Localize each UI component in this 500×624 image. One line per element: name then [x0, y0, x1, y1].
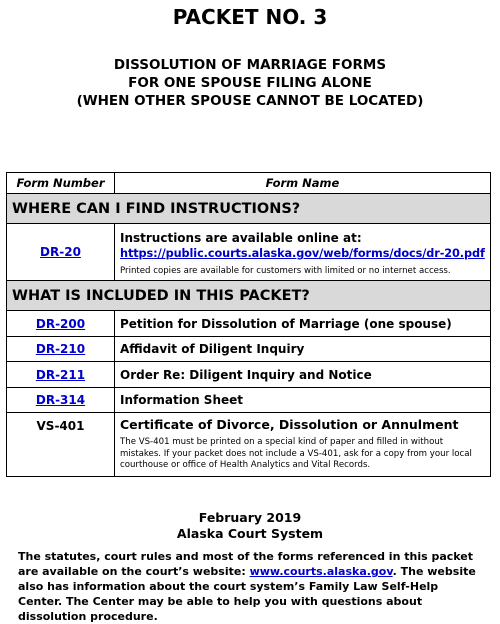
- form-link-dr-211[interactable]: DR-211: [35, 367, 86, 382]
- table-row: [7, 362, 491, 388]
- form-link-dr-314[interactable]: DR-314: [35, 393, 86, 407]
- subtitle-line-2: FOR ONE SPOUSE FILING ALONE: [128, 75, 372, 91]
- included-section-title: WHAT IS INCLUDED IN THIS PACKET?: [7, 281, 491, 311]
- packet-title: PACKET NO. 3: [172, 5, 328, 29]
- footer-text-after: . The website also has information about the court system’s Family Law Self-Help Center. The Center may be able to help you with questions about dissolution procedure.: [18, 565, 476, 623]
- instructions-row: [7, 224, 491, 281]
- vs401-note: The VS-401 must be printed on a special kind of paper and filled in without mistakes. If your packet does not include a VS-401, ask for a copy from your local courthouse or office of Health Analytics and Vital Records.: [120, 437, 472, 470]
- form-link-dr-200[interactable]: DR-200: [35, 316, 86, 331]
- form-code-cell: [7, 224, 115, 281]
- form-name-cell: [115, 413, 491, 477]
- form-code-cell: [7, 388, 115, 413]
- instructions-url-link[interactable]: https://public.courts.alaska.gov/web/forms/docs/dr-20.pdf: [120, 247, 485, 260]
- form-name-header: Form Name: [115, 173, 491, 194]
- footer-text-before: The statutes, court rules and most of the forms referenced in this packet are available on the court’s website:: [18, 550, 474, 578]
- subtitle-line-1: DISSOLUTION OF MARRIAGE FORMS: [113, 57, 387, 73]
- form-link-dr-210[interactable]: DR-210: [35, 342, 86, 356]
- form-number-header: Form Number: [7, 173, 115, 194]
- instructions-intro: Instructions are available online at:: [120, 231, 362, 245]
- subtitle-line-3: (WHEN OTHER SPOUSE CANNOT BE LOCATED): [76, 93, 424, 109]
- footer-org: Alaska Court System: [176, 526, 324, 541]
- instructions-section-title: WHERE CAN I FIND INSTRUCTIONS?: [7, 194, 491, 224]
- form-code-cell: [7, 362, 115, 388]
- form-name: Information Sheet: [115, 388, 491, 413]
- table-row: [7, 337, 491, 362]
- instructions-note: Printed copies are available for customers with limited or no internet access.: [120, 266, 451, 276]
- form-link-dr-20[interactable]: DR-20: [40, 245, 81, 259]
- table-row: [7, 413, 491, 477]
- form-name: Petition for Dissolution of Marriage (one spouse): [115, 311, 491, 337]
- form-code-cell: [7, 337, 115, 362]
- footer-date: February 2019: [198, 510, 302, 525]
- table-header-row: [7, 173, 491, 194]
- form-name: Order Re: Diligent Inquiry and Notice: [115, 362, 491, 388]
- forms-table: [6, 172, 491, 477]
- table-row: [7, 388, 491, 413]
- form-code: VS-401: [7, 413, 115, 477]
- table-row: [7, 311, 491, 337]
- instructions-cell: [115, 224, 491, 281]
- footer-date-block: [0, 510, 500, 542]
- included-section-row: [7, 281, 491, 311]
- court-website-link[interactable]: www.courts.alaska.gov: [249, 565, 393, 578]
- instructions-section-row: [7, 194, 491, 224]
- form-code-cell: [7, 311, 115, 337]
- form-name: Certificate of Divorce, Dissolution or Annulment: [120, 417, 459, 432]
- form-name: Affidavit of Diligent Inquiry: [115, 337, 491, 362]
